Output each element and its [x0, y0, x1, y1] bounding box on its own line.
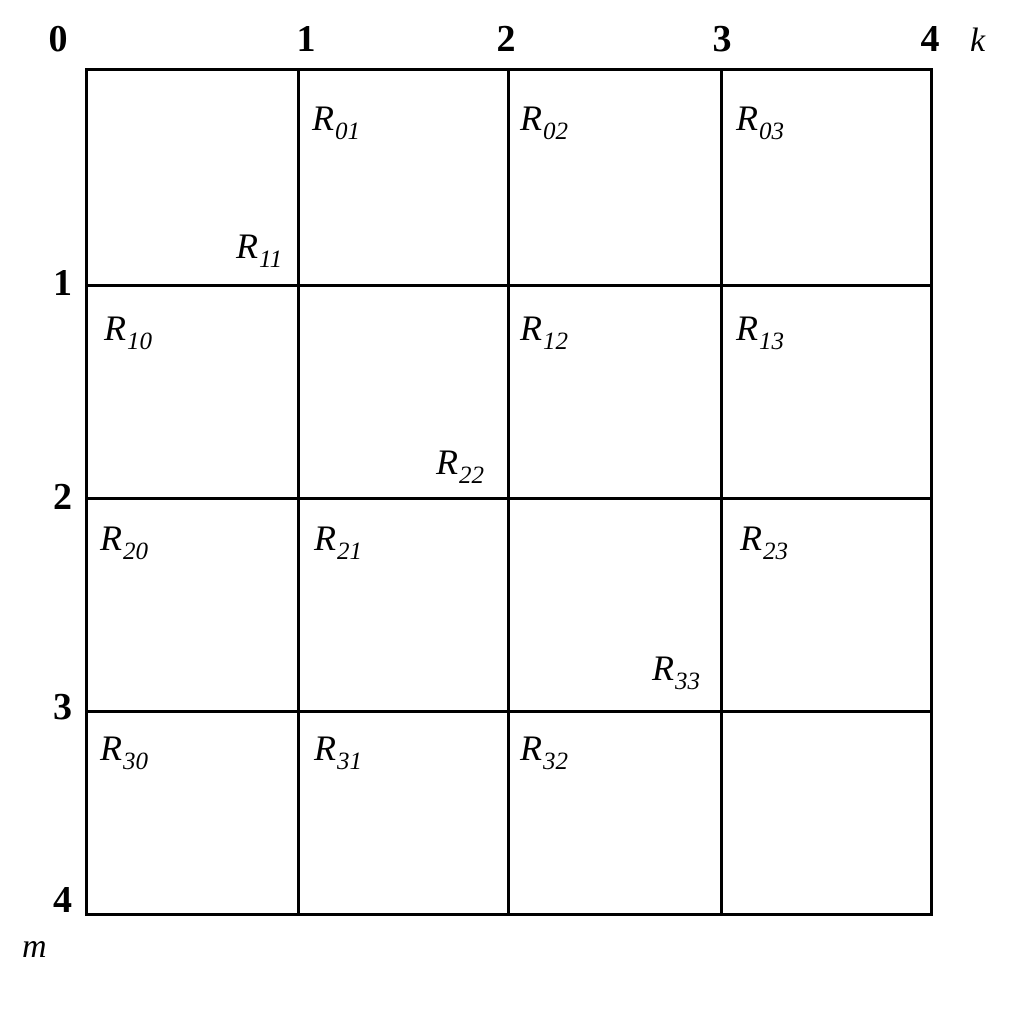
cell-label-sub: 20 — [123, 538, 148, 565]
cell-label-base: R — [314, 728, 336, 768]
x-tick-3: 3 — [712, 18, 732, 60]
cell-label-sub: 01 — [335, 118, 360, 145]
x-axis-label-k: k — [970, 22, 986, 59]
grid-line-vertical-3 — [720, 71, 723, 913]
y-tick-1: 1 — [53, 262, 72, 304]
cell-label-base: R — [100, 728, 122, 768]
cell-label-R23 — [740, 518, 788, 565]
grid-line-vertical-2 — [507, 71, 510, 913]
cell-label-sub: 11 — [259, 246, 283, 273]
cell-label-sub: 10 — [127, 328, 152, 355]
cell-label-base: R — [236, 226, 258, 266]
cell-label-R03 — [736, 98, 784, 145]
cell-label-sub: 03 — [759, 118, 784, 145]
cell-label-base: R — [520, 98, 542, 138]
cell-label-base: R — [436, 442, 458, 482]
grid-line-horizontal-2 — [88, 497, 930, 500]
cell-label-base: R — [652, 648, 674, 688]
cell-label-base: R — [314, 518, 336, 558]
cell-label-sub: 33 — [675, 668, 700, 695]
y-tick-4: 4 — [53, 879, 72, 921]
x-tick-4: 4 — [920, 18, 940, 60]
cell-label-base: R — [520, 728, 542, 768]
y-tick-2: 2 — [53, 476, 72, 518]
grid-line-vertical-1 — [297, 71, 300, 913]
cell-label-sub: 23 — [763, 538, 788, 565]
cell-label-R30 — [100, 728, 148, 775]
cell-label-R33 — [652, 648, 700, 695]
cell-label-R21 — [314, 518, 362, 565]
cell-label-R32 — [520, 728, 568, 775]
cell-label-R11 — [236, 226, 283, 273]
cell-label-sub: 32 — [543, 748, 568, 775]
x-tick-2: 2 — [496, 18, 516, 60]
cell-label-sub: 22 — [459, 462, 484, 489]
y-axis-label-m: m — [22, 928, 47, 965]
cell-label-R20 — [100, 518, 148, 565]
cell-label-R22 — [436, 442, 484, 489]
cell-label-base: R — [100, 518, 122, 558]
cell-label-R01 — [312, 98, 360, 145]
cell-label-sub: 30 — [123, 748, 148, 775]
cell-label-sub: 21 — [337, 538, 362, 565]
y-tick-3: 3 — [53, 686, 72, 728]
cell-label-sub: 31 — [337, 748, 362, 775]
cell-label-sub: 12 — [543, 328, 568, 355]
cell-label-R10 — [104, 308, 152, 355]
cell-label-sub: 13 — [759, 328, 784, 355]
grid-line-horizontal-1 — [88, 284, 930, 287]
grid-table — [85, 68, 933, 916]
cell-label-R12 — [520, 308, 568, 355]
cell-label-R31 — [314, 728, 362, 775]
cell-label-base: R — [312, 98, 334, 138]
cell-label-R02 — [520, 98, 568, 145]
cell-label-R13 — [736, 308, 784, 355]
cell-label-base: R — [736, 98, 758, 138]
cell-label-sub: 02 — [543, 118, 568, 145]
cell-label-base: R — [736, 308, 758, 348]
grid-line-horizontal-3 — [88, 710, 930, 713]
x-tick-0: 0 — [48, 18, 68, 60]
cell-label-base: R — [104, 308, 126, 348]
cell-label-base: R — [520, 308, 542, 348]
cell-label-base: R — [740, 518, 762, 558]
x-tick-1: 1 — [296, 18, 316, 60]
